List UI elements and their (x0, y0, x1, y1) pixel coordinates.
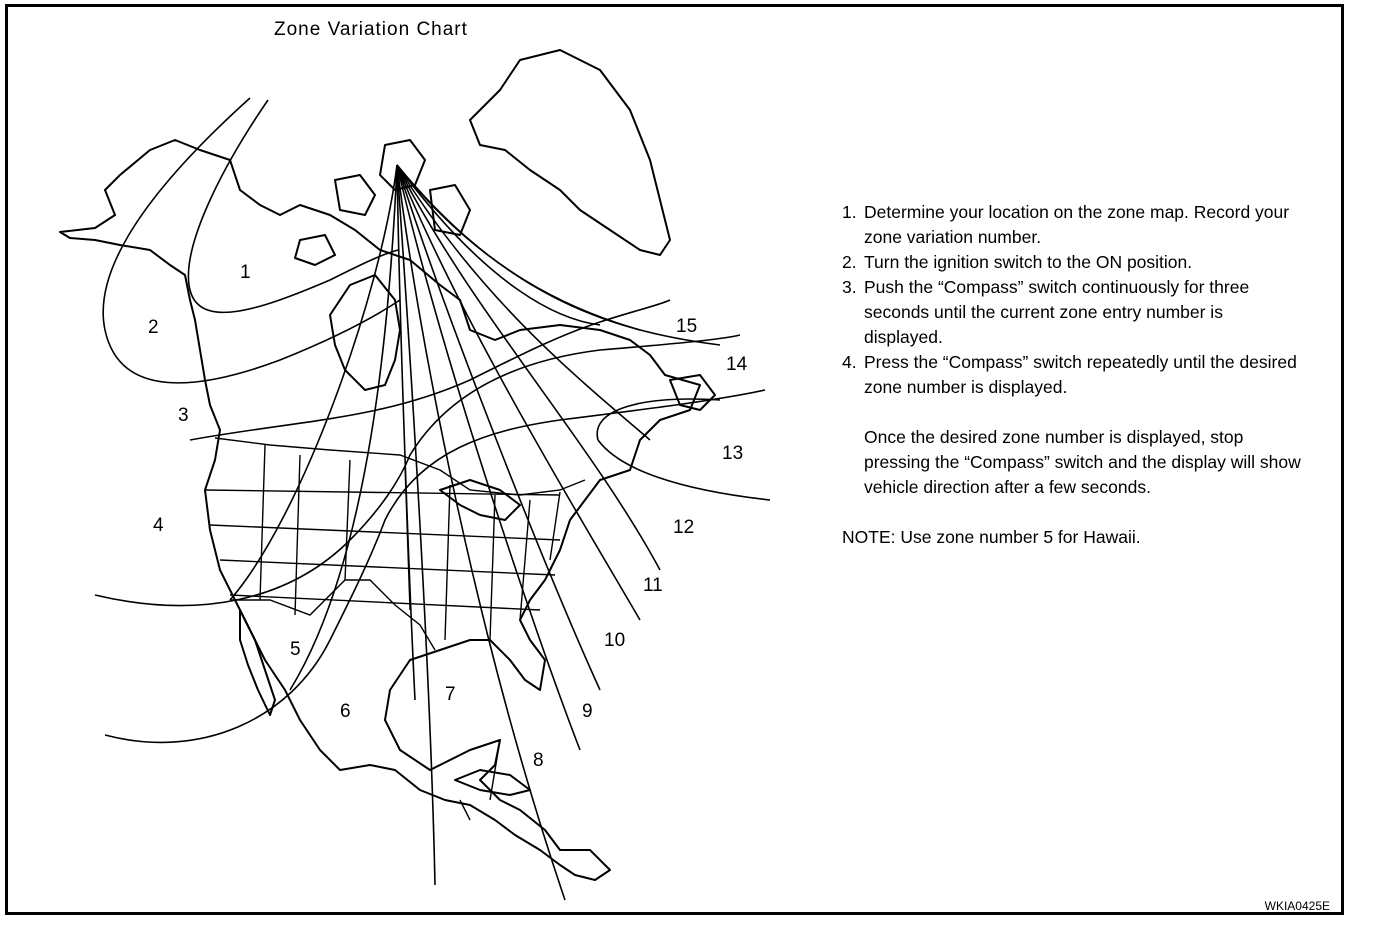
map-title: Zone Variation Chart (274, 19, 468, 40)
baja-outline (240, 610, 275, 715)
step-text: Press the “Compass” switch repeatedly until the desired zone number is displayed. (864, 352, 1297, 397)
zone-arc-e (105, 390, 765, 742)
zone-label-13: 13 (722, 443, 744, 464)
instruction-step-2 (842, 250, 1302, 275)
step-number: 2. (842, 252, 857, 272)
zone-label-7: 7 (445, 684, 456, 705)
zone-label-1: 1 (240, 262, 251, 283)
us-canada-border (215, 438, 585, 495)
step-text: Push the “Compass” switch continuously for three seconds until the current zone entry number is displayed. (864, 277, 1250, 347)
zone-label-10: 10 (604, 630, 626, 651)
hawaii-note: NOTE: Use zone number 5 for Hawaii. (842, 527, 1141, 547)
great-lakes-outline (440, 480, 520, 520)
zone-label-6: 6 (340, 701, 351, 722)
instruction-step-4 (842, 350, 1302, 400)
closing-paragraph: Once the desired zone number is displayed, stop pressing the “Compass” switch and the display will show vehicle direction after a few seconds. (864, 427, 1301, 497)
zone-label-12: 12 (673, 517, 695, 538)
zone-label-14: 14 (726, 354, 748, 375)
step-number: 3. (842, 277, 857, 297)
zone-label-15: 15 (676, 316, 698, 337)
zone-boundary-rays (230, 165, 720, 900)
zone-label-5: 5 (290, 639, 301, 660)
step-text: Turn the ignition switch to the ON position. (864, 252, 1193, 272)
zone-label-9: 9 (582, 701, 593, 722)
arctic-island-4 (295, 235, 335, 265)
arctic-island-2 (335, 175, 375, 215)
figure-code: WKIA0425E (1264, 899, 1330, 913)
step-text: Determine your location on the zone map. Record your zone variation number. (864, 202, 1290, 247)
zone-arc-a (188, 100, 398, 312)
step-number: 4. (842, 352, 857, 372)
internal-borders (205, 438, 585, 820)
instruction-step-3 (842, 275, 1302, 350)
instruction-step-1 (842, 200, 1302, 250)
continent-outlines (60, 50, 715, 880)
greenland-outline (470, 50, 670, 255)
zone-label-4: 4 (153, 515, 164, 536)
zone-arc-f (598, 440, 770, 500)
zone-arc-g (597, 399, 720, 440)
zone-label-11: 11 (643, 575, 663, 596)
step-number: 1. (842, 202, 857, 222)
zone-label-8: 8 (533, 750, 544, 771)
zone-label-2: 2 (148, 317, 159, 338)
zone-label-3: 3 (178, 405, 189, 426)
instructions-panel (842, 200, 1302, 550)
hudson-bay-outline (330, 275, 400, 390)
